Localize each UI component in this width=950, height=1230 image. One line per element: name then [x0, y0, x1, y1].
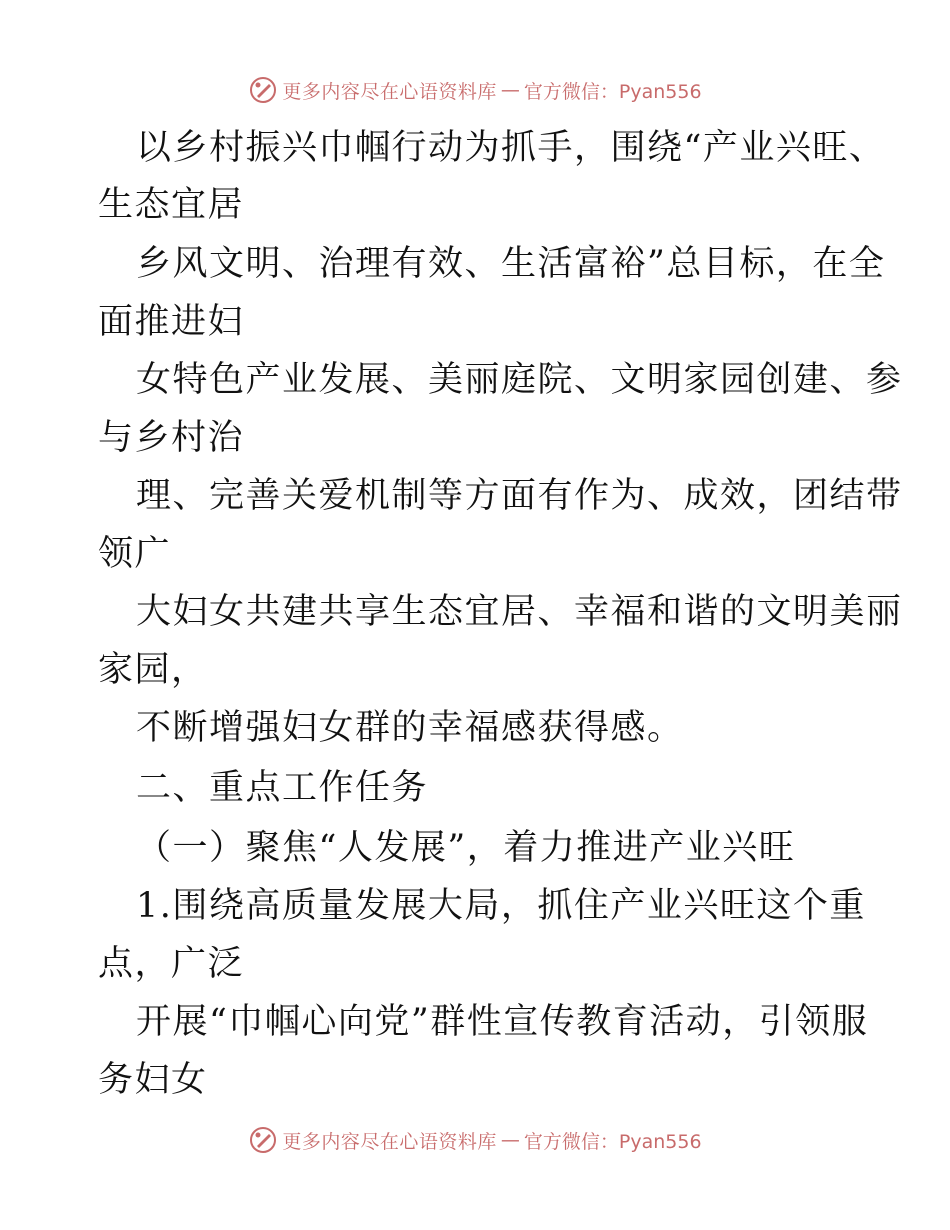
body-line: 务妇女	[98, 1060, 208, 1100]
body-line: 开展“巾帼心向党”群性宣传教育活动，引领服	[136, 1002, 869, 1042]
quill-logo-icon	[248, 75, 278, 105]
body-line: 理、完善关爱机制等方面有作为、成效，团结带	[136, 476, 903, 516]
body-line: 女特色产业发展、美丽庭院、文明家园创建、参	[136, 360, 903, 400]
quill-logo-icon	[248, 1125, 278, 1155]
watermark-separator: —	[500, 1129, 520, 1151]
body-line: 生态宜居	[98, 185, 245, 225]
body-line: 家园，	[98, 650, 208, 690]
footer-watermark	[0, 1120, 950, 1160]
watermark-separator: —	[500, 79, 520, 101]
subsection-heading: （一）聚焦“人发展”，着力推进产业兴旺	[136, 828, 796, 868]
body-line: 以乡村振兴巾帼行动为抓手，围绕“产业兴旺、	[136, 128, 886, 168]
body-line: 不断增强妇女群的幸福感获得感。	[136, 708, 684, 748]
watermark-wechat: 官方微信：Pyan556	[523, 80, 702, 103]
body-line: 点，广泛	[98, 944, 245, 984]
body-line: 乡风文明、治理有效、生活富裕”总目标，在全	[136, 244, 886, 284]
body-line: 与乡村治	[98, 418, 245, 458]
body-line: 1.围绕高质量发展大局，抓住产业兴旺这个重	[136, 886, 866, 926]
watermark-text: 更多内容尽在心语资料库	[282, 1130, 497, 1153]
body-line: 面推进妇	[98, 302, 245, 342]
body-line: 领广	[98, 534, 172, 574]
section-heading: 二、重点工作任务	[136, 768, 429, 808]
watermark-text: 更多内容尽在心语资料库	[282, 80, 497, 103]
watermark-wechat: 官方微信：Pyan556	[523, 1130, 702, 1153]
header-watermark	[0, 70, 950, 110]
body-line: 大妇女共建共享生态宜居、幸福和谐的文明美丽	[136, 592, 903, 632]
